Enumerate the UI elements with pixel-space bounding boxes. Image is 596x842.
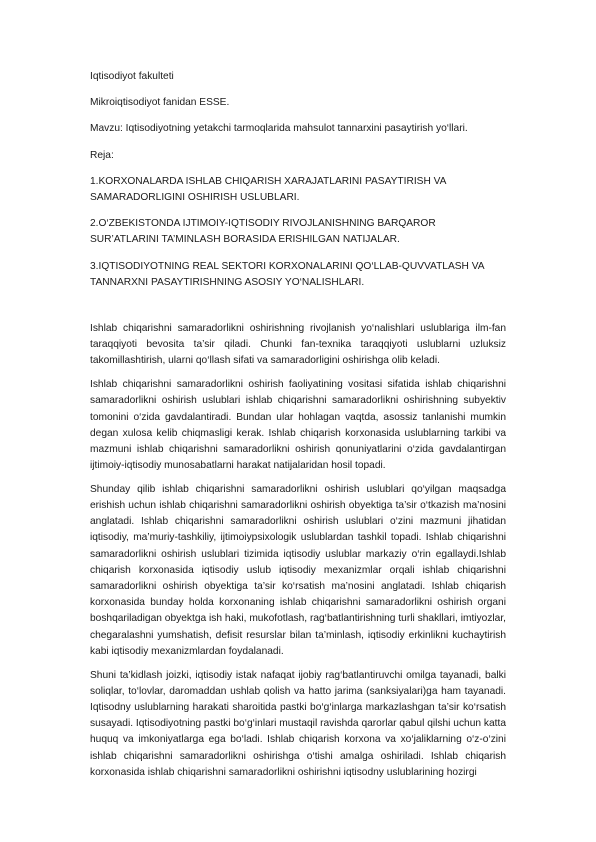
body-paragraph-4: Shuni ta’kidlash joizki, iqtisodiy istak nafaqat ijobiy rag‘batlantiruvchi omilga tayanadi, balki soliqlar, to‘lovlar, daromaddan ushlab qolish va hatto jarima (sanksiyalari)ga ham tayanadi. Iqtisodny uslublarning harakati sharoitida pastki bo‘g‘inlarga markazlashgan ta’sir ko‘rsatish susayadi. Iqtisodiyotning pastki bo‘g‘inlari mustaqil ravishda qarorlar qabul qilshi uchun katta huquq va imkoniyatlarga ega bo‘ladi. Ishlab chiqarish korxona va xo‘jaliklarning o‘z-o‘zini ishlab chiqarishni samaradorlikni oshirishga o‘tishi amalga oshiriladi. Ishlab chiqarish korxonasida ishlab chiqarishni samaradorlikni oshirishni iqtisodny uslublarining hozirgi [90,669,506,778]
essay-body [90,321,506,781]
body-paragraph-1: Ishlab chiqarishni samaradorlikni oshirishning rivojlanish yo‘nalishlari uslublariga ilm-fan taraqqiyoti bevosita ta’sir qiladi. Chunki fan-texnika taraqqiyoti uslublarni uzluksiz takomillashtirish, ularni qo‘llash sifati va samaradorligini oshirishga olib keladi. [90,323,506,367]
faculty-name: Iqtisodiyot fakulteti [90,71,174,82]
section-spacer [90,301,506,321]
body-paragraph-3: Shunday qilib ishlab chiqarishni samaradorlikni oshirish uslublari qo‘yilgan maqsadga erishish uchun ishlab chiqarishni samaradorlikni oshirish obyektiga ta’sir o‘tkazish ma’nosini anglatadi. Ishlab chiqarishni samaradorlikni oshirish uslublari o‘zini mazmuni jihatidan iqtisodiy, ma’muriy-tashkiliy, ijtimoiypsixologik uslublardan tashkil topadi. Ishlab chiqarishni samaradorlikni oshirish uslublari tizimida iqtisodiy uslublar markaziy o‘rin egallaydi.Ishlab chiqarish korxonasida iqtisodiy uslub iqtisodiy mexanizmlar orqali ishlab chiqarishni samaradorlikni oshirish obyektiga ta’sir ko‘rsatish ma’nosini anglatadi. Ishlab chiqarish korxonasida bunday holda korxonaning ishlab chiqarishni samaradorlikni oshirish organi boshqariladigan obyektga ish haki, mukofotlash, rag‘batlantirishning turli shakllari, imtiyozlar, chegaralashni yumshatish, defisit resurslar bilan ta’minlash, iqtisodiy erkinlikni kuchaytirish kabi iqtisodiy mexanizmlardan foydalanadi. [90,483,506,657]
plan-list [90,174,506,291]
plan-title: Reja: [90,149,114,161]
essay-subject: Mikroiqtisodiyot fanidan ESSE. [90,97,230,109]
essay-topic: Mavzu: Iqtisodiyotning yetakchi tarmoqlarida mahsulot tannarxini pasaytirish yo‘llari. [90,123,468,135]
plan-item-1: 1.KORXONALARDA ISHLAB CHIQARISH XARAJATLARINI PASAYTIRISH VA SAMARADORLIGINI OSHIRISH USLUBLARI. [90,175,446,204]
document-header [90,69,506,164]
plan-item-3: 3.IQTISODIYOTNING REAL SEKTORI KORXONALARINI QO‘LLAB-QUVVATLASH VA TANNARXNI PASAYTIRISHNING ASOSIY YO‘NALISHLARI. [90,260,485,288]
body-paragraph-2: Ishlab chiqarishni samaradorlikni oshirish faoliyatining vositasi sifatida ishlab chiqarishni samaradorlikni oshirish uslublari ishlab chiqarishni samaradorlikni oshirishning subyektiv tomonini o‘zida gavdalantiradi. Bundan ular hohlagan vaqtda, asossiz tanlanishi mumkin degan xulosa kelib chiqmasligi kerak. Ishlab chiqarish korxonasida uslublarning tarkibi va mazmuni ishlab chiqarishni samaradorlikni oshirish qonuniyatlarini o‘zida gavdalantirgan ijtimoiy-iqtisodiy munosabatlarni harakat natijalaridan hosil topadi. [90,379,506,472]
plan-item-2: 2.O‘ZBEKISTONDA IJTIMOIY-IQTISODIY RIVOJLANISHNING BARQAROR SUR’ATLARINI TA’MINLASH BORASIDA ERISHILGAN NATIJALAR. [90,218,436,246]
